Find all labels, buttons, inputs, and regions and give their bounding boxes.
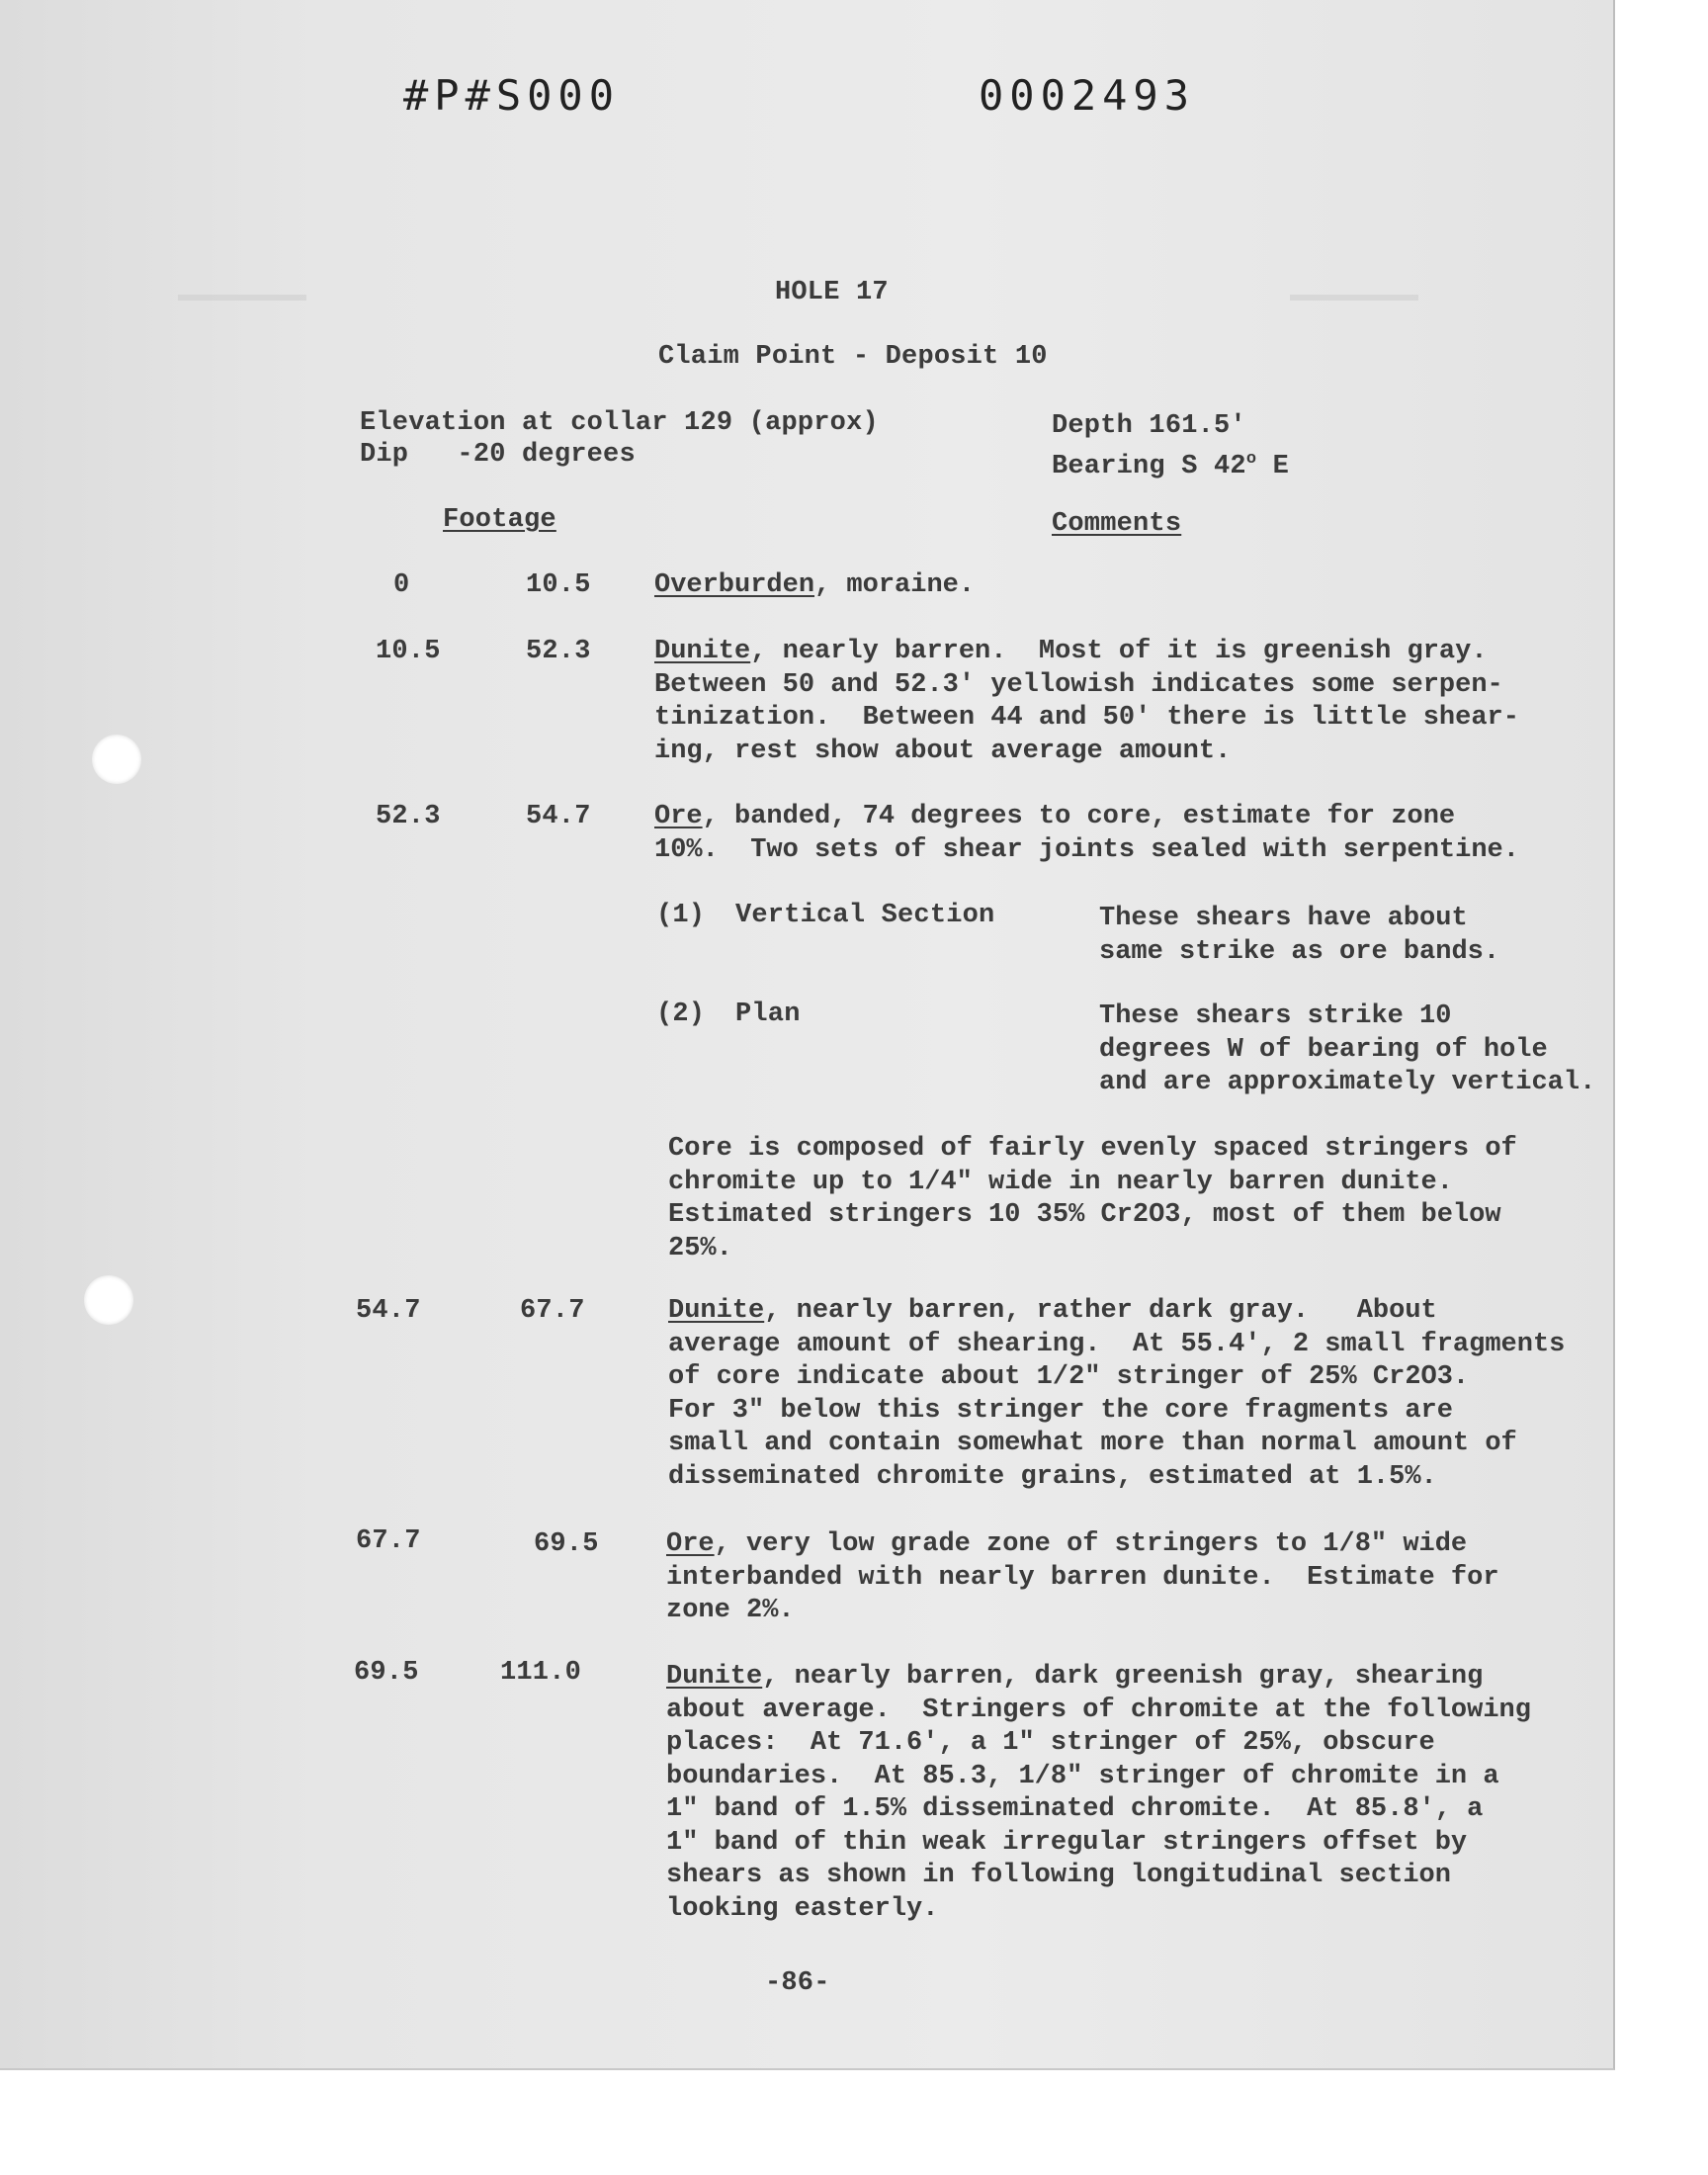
comments-column-heading: Comments bbox=[1052, 509, 1182, 539]
bearing-line bbox=[1052, 443, 1289, 483]
page-subtitle: Claim Point - Deposit 10 bbox=[658, 342, 1048, 372]
footage-to: 69.5 bbox=[534, 1529, 599, 1559]
section-note: These shears have about same strike as ore bands. bbox=[1099, 904, 1500, 967]
margin-smudge-left bbox=[178, 295, 306, 301]
entry-text: , banded, 74 degrees to core, estimate for zone 10%. Two sets of shear joints sealed with serpentine. bbox=[654, 802, 1519, 865]
rock-type: Ore bbox=[666, 1529, 715, 1559]
footage-to: 54.7 bbox=[526, 802, 591, 831]
entry-comment bbox=[668, 1295, 1565, 1494]
footage-from: 10.5 bbox=[376, 637, 441, 666]
entry-comment bbox=[654, 801, 1519, 867]
footage-from: 0 bbox=[393, 570, 410, 600]
document-stamp-right: 0002493 bbox=[979, 71, 1196, 120]
core-note: Core is composed of fairly evenly spaced stringers of chromite up to 1/4" wide in nearly barren dunite. Estimated stringers 10 35% Cr2O3, most of them below 25%. bbox=[668, 1134, 1517, 1263]
section-number: (1) bbox=[656, 901, 706, 930]
entry-text: , very low grade zone of stringers to 1/8" wide interbanded with nearly barren dunite. Estimate for zone 2%. bbox=[666, 1529, 1499, 1625]
dip-line: Dip -20 degrees bbox=[360, 440, 636, 470]
degree-sign: o bbox=[1245, 450, 1257, 469]
footage-to: 67.7 bbox=[520, 1296, 585, 1326]
rock-type: Overburden bbox=[654, 570, 815, 600]
footage-to: 10.5 bbox=[526, 570, 591, 600]
page-title: HOLE 17 bbox=[775, 278, 889, 307]
footage-to: 52.3 bbox=[526, 637, 591, 666]
bearing-direction: E bbox=[1256, 452, 1290, 481]
entry-text: , nearly barren, rather dark gray. About average amount of shearing. At 55.4', 2 small fragments of core indicate about 1/2" stringer of 25% Cr2O3. For 3" below this stringer the core fragments are small and contain somewhat more than normal amount of disseminated chromite grains, estimated at 1.5%. bbox=[668, 1296, 1566, 1492]
section-label: Plan bbox=[735, 1000, 801, 1029]
rock-type: Ore bbox=[654, 802, 703, 831]
entry-comment bbox=[666, 1661, 1531, 1926]
punch-hole-top bbox=[92, 735, 141, 784]
footage-from: 67.7 bbox=[356, 1526, 421, 1556]
entry-comment bbox=[666, 1528, 1499, 1628]
entry-comment bbox=[654, 636, 1519, 768]
entry-text: , nearly barren, dark greenish gray, shearing about average. Stringers of chromite at the following places: At 71.6', a 1" stringer of 25%, obscure boundaries. At 85.3, 1/8" stringer of chromite in a 1" band of 1.5% disseminated chromite. At 85.8', a 1" band of thin weak irregular stringers offset by shears as shown in following longitudinal section looking easterly. bbox=[666, 1662, 1531, 1924]
bearing-text: Bearing S 42 bbox=[1052, 452, 1246, 481]
entry-text: , nearly barren. Most of it is greenish gray. Between 50 and 52.3' yellowish indicates some serpen- tinization. Between 44 and 50' there is little shear- ing, rest show about average amount. bbox=[654, 637, 1519, 766]
punch-hole-bottom bbox=[84, 1275, 133, 1325]
margin-smudge-right bbox=[1290, 295, 1418, 301]
section-note: These shears strike 10 degrees W of bearing of hole and are approximately vertical. bbox=[1099, 1001, 1596, 1097]
section-label: Vertical Section bbox=[735, 901, 995, 930]
footage-column-heading: Footage bbox=[443, 505, 556, 535]
footage-from: 54.7 bbox=[356, 1296, 421, 1326]
footage-from: 69.5 bbox=[354, 1658, 419, 1688]
depth-line: Depth 161.5' bbox=[1052, 411, 1246, 441]
rock-type: Dunite bbox=[666, 1662, 763, 1692]
rock-type: Dunite bbox=[668, 1296, 765, 1326]
rock-type: Dunite bbox=[654, 637, 751, 666]
entry-comment bbox=[654, 569, 975, 603]
entry-text: , moraine. bbox=[814, 570, 976, 600]
page-number: -86- bbox=[765, 1968, 830, 1998]
document-stamp-left: #P#S000 bbox=[403, 71, 621, 120]
footage-from: 52.3 bbox=[376, 802, 441, 831]
footage-to: 111.0 bbox=[500, 1658, 582, 1688]
section-number: (2) bbox=[656, 1000, 706, 1029]
elevation-line: Elevation at collar 129 (approx) bbox=[360, 408, 879, 438]
